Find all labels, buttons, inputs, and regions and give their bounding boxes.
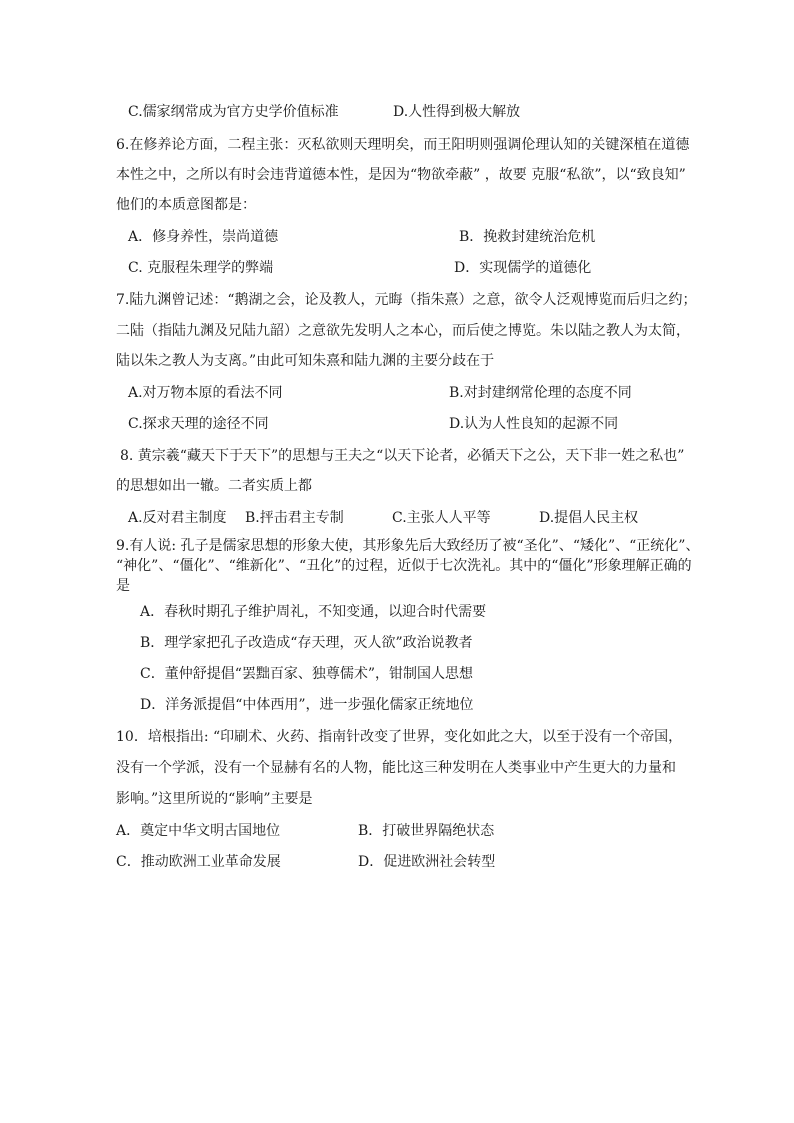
q10-stem-line-1: 10．培根指出: “印刷术、火药、指南针改变了世界，变化如此之大，以至于没有一个帝国， — [116, 729, 683, 745]
q7-stem-line-3: 陆以朱之教人为支离。”由此可知朱熹和陆九渊的主要分歧在于 — [116, 353, 495, 369]
q7-stem-line-1: 7.陆九渊曾记述：“鹅湖之会，论及教人，元晦（指朱熹）之意，欲令人泛观博览而后归之约； — [116, 292, 697, 308]
q6-stem-line-1: 6.在修养论方面，二程主张：灭私欲则天理明矣，而王阳明则强调伦理认知的关键深植在道德 — [116, 137, 690, 153]
q6-option-c: C. 克服程朱理学的弊端 — [128, 260, 274, 276]
q9-option-c: C．董仲舒提倡“罢黜百家、独尊儒术”，钳制国人思想 — [140, 666, 474, 682]
q9-stem-line-2: “神化”、“僵化”、“维新化”、“丑化”的过程，近似于七次洗礼。其中的“僵化”形象理解正确的 — [116, 558, 692, 574]
q5-option-c: C.儒家纲常成为官方史学价值标准 — [128, 104, 339, 120]
q6-stem-line-2: 本性之中，之所以有时会违背道德本性，是因为“物欲牵蔽” ，故要 克服“私欲”，以“致良知” — [116, 167, 686, 183]
q7-option-b: B.对封建纲常伦理的态度不同 — [449, 385, 632, 401]
q9-stem-line-1: 9.有人说: 孔子是儒家思想的形象大使，其形象先后大致经历了被“圣化”、“矮化”、“正统化”、 — [116, 538, 700, 554]
q8-option-b: B.抨击君主专制 — [245, 510, 344, 526]
q6-option-b: B．挽救封建统治危机 — [459, 229, 596, 245]
q7-option-d: D.认为人性良知的起源不同 — [449, 416, 619, 432]
q10-option-b: B．打破世界隔绝状态 — [358, 823, 495, 839]
q9-stem-line-3: 是 — [116, 578, 130, 594]
q8-option-a: A.反对君主制度 — [128, 510, 227, 526]
q8-option-c: C.主张人人平等 — [392, 510, 491, 526]
q8-stem-line-2: 的思想如出一辙。二者实质上都 — [116, 478, 312, 494]
q10-option-c: C．推动欧洲工业革命发展 — [116, 854, 281, 870]
q8-option-d: D.提倡人民主权 — [539, 510, 639, 526]
q10-stem-line-2: 没有一个学派，没有一个显赫有名的人物，能比这三种发明在人类事业中产生更大的力量和 — [116, 760, 676, 776]
q9-option-a: A．春秋时期孔子维护周礼，不知变通，以迎合时代需要 — [140, 604, 487, 620]
q6-stem-line-3: 他们的本质意图都是： — [116, 197, 256, 213]
q6-option-a: A．修身养性，崇尚道德 — [128, 229, 279, 245]
q7-option-c: C.探求天理的途径不同 — [128, 416, 269, 432]
q10-option-a: A．奠定中华文明古国地位 — [116, 823, 281, 839]
q10-option-d: D．促进欧洲社会转型 — [358, 854, 496, 870]
q5-option-d: D.人性得到极大解放 — [393, 104, 521, 120]
q9-option-d: D．洋务派提倡“中体西用”，进一步强化儒家正统地位 — [140, 697, 474, 713]
q9-option-b: B．理学家把孔子改造成“存天理，灭人欲”政治说教者 — [140, 635, 473, 651]
q7-option-a: A.对万物本原的看法不同 — [128, 385, 283, 401]
q6-option-d: D．实现儒学的道德化 — [454, 260, 592, 276]
q10-stem-line-3: 影响。”这里所说的“影响”主要是 — [116, 791, 313, 807]
q7-stem-line-2: 二陆（指陆九渊及兄陆九韶）之意欲先发明人之本心，而后使之博览。朱以陆之教人为太简， — [116, 323, 690, 339]
q8-stem-line-1: 8. 黄宗羲“藏天下于天下”的思想与王夫之“以天下论者，必循天下之公，天下非一姓之私也” — [120, 448, 685, 464]
